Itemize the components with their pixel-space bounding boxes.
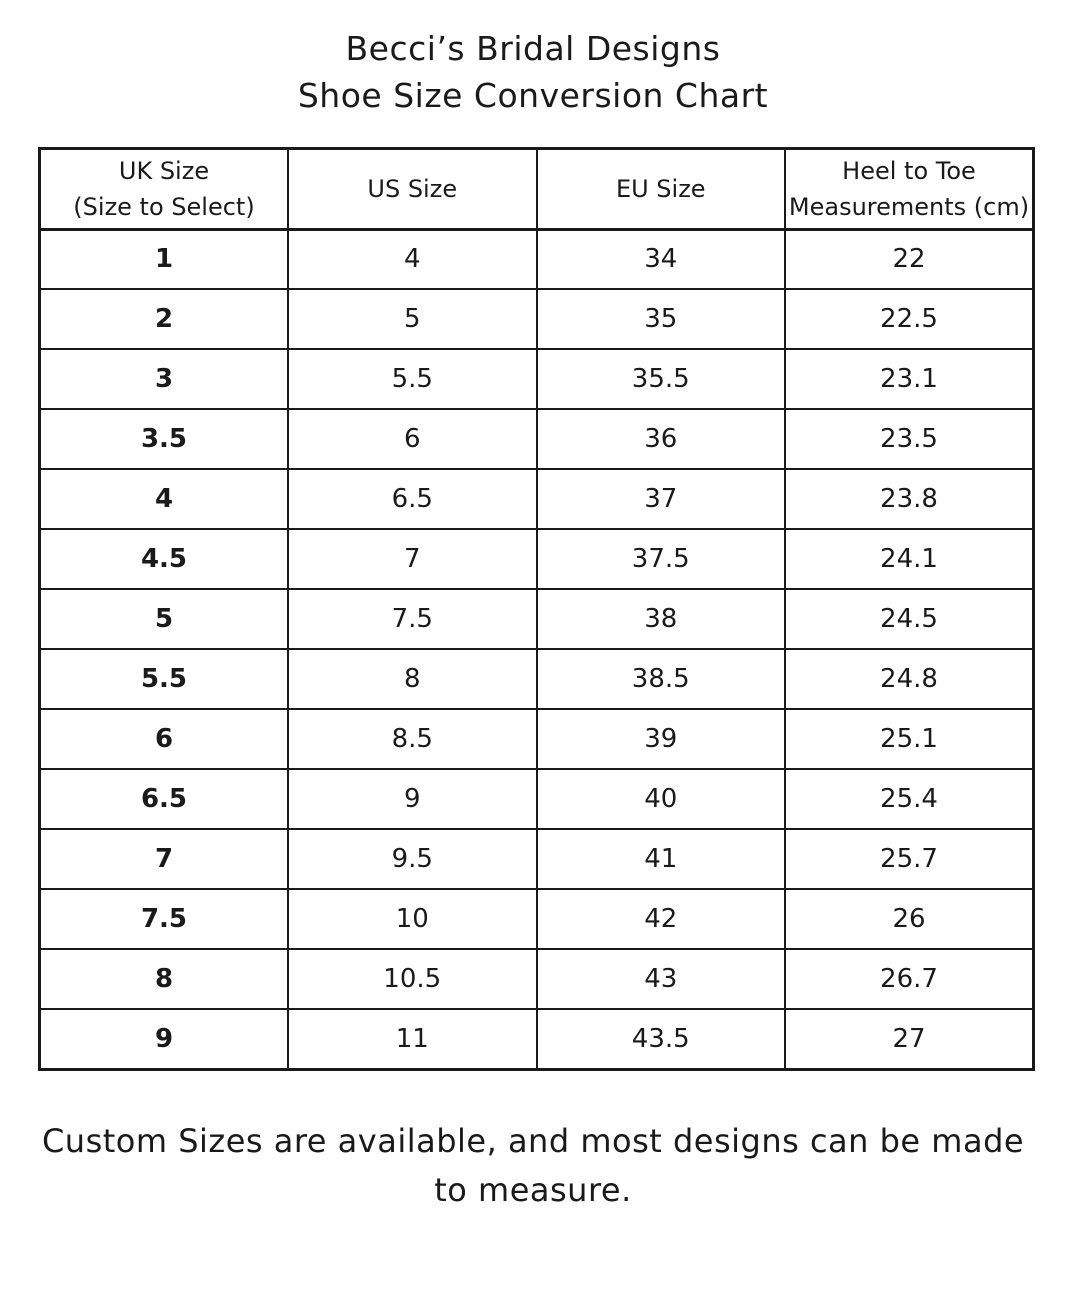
uk-size-cell: 1 xyxy=(40,229,289,289)
header-line: Measurements (cm) xyxy=(788,192,1030,221)
heel-to-toe-cell: 24.8 xyxy=(785,649,1034,709)
table-row xyxy=(40,949,1034,1009)
us-size-cell: 9.5 xyxy=(288,829,537,889)
footer-note-line-2: to measure. xyxy=(434,1171,632,1210)
page-title-line-1: Becci’s Bridal Designs xyxy=(345,29,721,68)
us-size-cell: 10.5 xyxy=(288,949,537,1009)
eu-size-cell: 35 xyxy=(537,289,786,349)
heel-to-toe-cell: 23.5 xyxy=(785,409,1034,469)
uk-size-cell: 9 xyxy=(40,1009,289,1069)
table-row xyxy=(40,469,1034,529)
uk-size-cell: 3.5 xyxy=(40,409,289,469)
eu-size-cell: 36 xyxy=(537,409,786,469)
us-size-cell: 4 xyxy=(288,229,537,289)
uk-size-cell: 6.5 xyxy=(40,769,289,829)
table-row xyxy=(40,229,1034,289)
header-line: UK Size xyxy=(118,156,210,185)
eu-size-cell: 35.5 xyxy=(537,349,786,409)
eu-size-cell: 37.5 xyxy=(537,529,786,589)
table-header xyxy=(40,148,1034,229)
table-row xyxy=(40,1009,1034,1069)
heel-to-toe-cell: 27 xyxy=(785,1009,1034,1069)
uk-size-cell: 3 xyxy=(40,349,289,409)
us-size-cell: 7 xyxy=(288,529,537,589)
eu-size-cell: 43.5 xyxy=(537,1009,786,1069)
heel-to-toe-cell: 22 xyxy=(785,229,1034,289)
heel-to-toe-header xyxy=(785,148,1034,229)
heel-to-toe-cell: 26.7 xyxy=(785,949,1034,1009)
heel-to-toe-cell: 26 xyxy=(785,889,1034,949)
eu-size-cell: 43 xyxy=(537,949,786,1009)
eu-size-cell: 34 xyxy=(537,229,786,289)
eu-size-cell: 38.5 xyxy=(537,649,786,709)
header-line: (Size to Select) xyxy=(73,192,255,221)
uk-size-cell: 4.5 xyxy=(40,529,289,589)
heel-to-toe-cell: 24.5 xyxy=(785,589,1034,649)
uk-size-header xyxy=(40,148,289,229)
footer-note-line-1: Custom Sizes are available, and most designs can be made xyxy=(41,1121,1025,1160)
table-row xyxy=(40,769,1034,829)
table-row xyxy=(40,589,1034,649)
heel-to-toe-cell: 23.1 xyxy=(785,349,1034,409)
us-size-cell: 10 xyxy=(288,889,537,949)
uk-size-cell: 6 xyxy=(40,709,289,769)
us-size-cell: 5.5 xyxy=(288,349,537,409)
eu-size-cell: 42 xyxy=(537,889,786,949)
us-size-cell: 6.5 xyxy=(288,469,537,529)
heel-to-toe-cell: 25.4 xyxy=(785,769,1034,829)
uk-size-cell: 4 xyxy=(40,469,289,529)
header-line: EU Size xyxy=(615,174,706,203)
uk-size-cell: 5.5 xyxy=(40,649,289,709)
eu-size-cell: 38 xyxy=(537,589,786,649)
table-row xyxy=(40,529,1034,589)
heel-to-toe-cell: 23.8 xyxy=(785,469,1034,529)
heel-to-toe-cell: 24.1 xyxy=(785,529,1034,589)
eu-size-cell: 40 xyxy=(537,769,786,829)
table-row xyxy=(40,829,1034,889)
table-header-row xyxy=(40,148,1034,229)
uk-size-cell: 5 xyxy=(40,589,289,649)
us-size-cell: 7.5 xyxy=(288,589,537,649)
us-size-cell: 8 xyxy=(288,649,537,709)
footer-note xyxy=(0,1117,1066,1216)
size-conversion-table xyxy=(38,147,1035,1071)
header-line: US Size xyxy=(367,174,458,203)
us-size-cell: 9 xyxy=(288,769,537,829)
table-row xyxy=(40,889,1034,949)
eu-size-header xyxy=(537,148,786,229)
uk-size-cell: 8 xyxy=(40,949,289,1009)
page-title-line-2: Shoe Size Conversion Chart xyxy=(297,75,769,115)
heel-to-toe-cell: 25.1 xyxy=(785,709,1034,769)
table-row xyxy=(40,409,1034,469)
uk-size-cell: 2 xyxy=(40,289,289,349)
us-size-header xyxy=(288,148,537,229)
header-line: Heel to Toe xyxy=(842,156,976,185)
uk-size-cell: 7 xyxy=(40,829,289,889)
heel-to-toe-cell: 22.5 xyxy=(785,289,1034,349)
page-title xyxy=(0,26,1066,120)
heel-to-toe-cell: 25.7 xyxy=(785,829,1034,889)
eu-size-cell: 37 xyxy=(537,469,786,529)
eu-size-cell: 41 xyxy=(537,829,786,889)
table-row xyxy=(40,289,1034,349)
us-size-cell: 5 xyxy=(288,289,537,349)
us-size-cell: 8.5 xyxy=(288,709,537,769)
us-size-cell: 11 xyxy=(288,1009,537,1069)
uk-size-cell: 7.5 xyxy=(40,889,289,949)
table-row xyxy=(40,709,1034,769)
table-row xyxy=(40,649,1034,709)
eu-size-cell: 39 xyxy=(537,709,786,769)
table-body xyxy=(40,229,1034,1069)
table-row xyxy=(40,349,1034,409)
us-size-cell: 6 xyxy=(288,409,537,469)
